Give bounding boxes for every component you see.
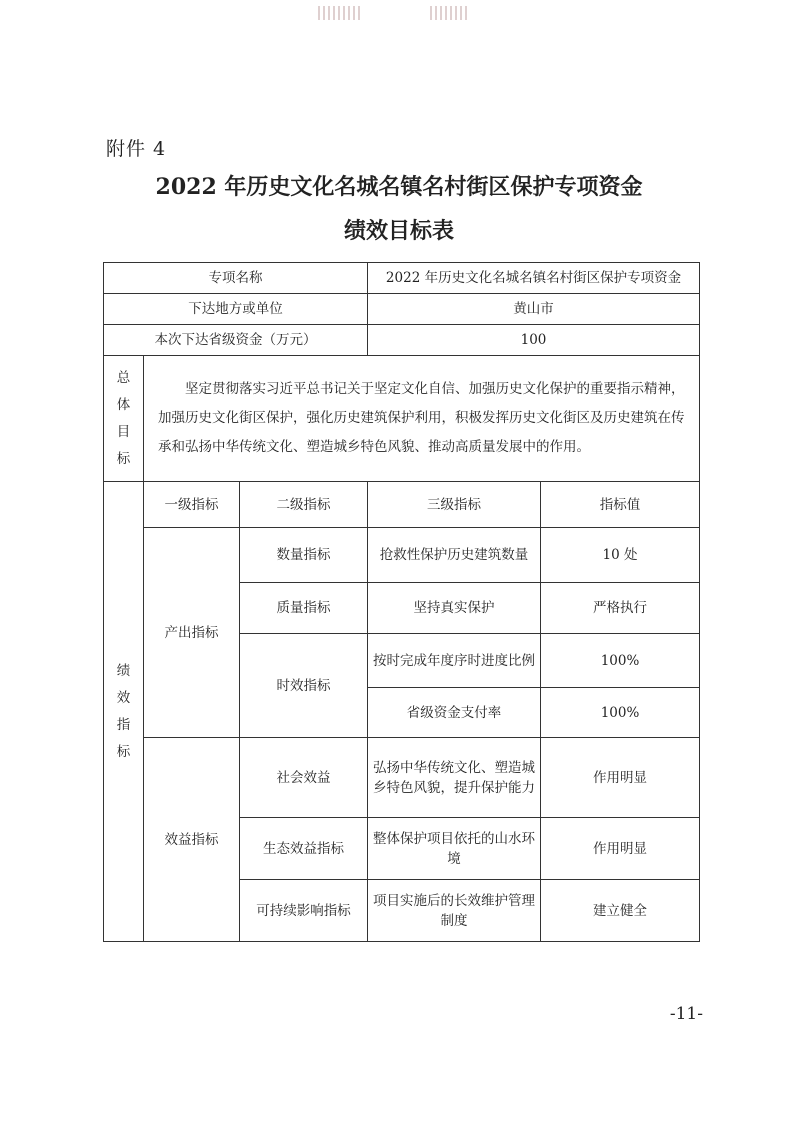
ecological-benefit-value: 作用明显 [541, 818, 700, 880]
sustainable-impact-indicator: 可持续影响指标 [240, 880, 368, 942]
social-benefit-level3: 弘扬中华传统文化、塑造城乡特色风貌，提升保护能力 [368, 738, 541, 818]
table-row [104, 263, 700, 294]
attachment-label: 附件 4 [106, 138, 167, 160]
timeliness-value: 100% [541, 634, 700, 688]
output-indicators: 产出指标 [144, 528, 240, 738]
recipient-label: 下达地方或单位 [104, 294, 368, 325]
payment-rate-level3: 省级资金支付率 [368, 688, 541, 738]
scan-stamp-mark [430, 6, 470, 20]
table-row [104, 356, 700, 482]
header-level3: 三级指标 [368, 482, 541, 528]
ecological-benefit-level3: 整体保护项目依托的山水环境 [368, 818, 541, 880]
header-level1: 一级指标 [144, 482, 240, 528]
timeliness-level3: 按时完成年度序时进度比例 [368, 634, 541, 688]
page-number: -11- [669, 1004, 703, 1024]
quantity-indicator: 数量指标 [240, 528, 368, 583]
table-row [104, 528, 700, 583]
table-row [104, 325, 700, 356]
funds-value: 100 [368, 325, 700, 356]
scan-stamp-mark [318, 6, 362, 20]
table-row [104, 294, 700, 325]
funds-label: 本次下达省级资金（万元） [104, 325, 368, 356]
recipient-value: 黄山市 [368, 294, 700, 325]
social-benefit-value: 作用明显 [541, 738, 700, 818]
table-row [104, 738, 700, 818]
quality-value: 严格执行 [541, 583, 700, 634]
social-benefit-indicator: 社会效益 [240, 738, 368, 818]
quality-indicator: 质量指标 [240, 583, 368, 634]
quantity-level3: 抢救性保护历史建筑数量 [368, 528, 541, 583]
overall-target-label: 总 体 目 标 [104, 356, 144, 482]
timeliness-indicator: 时效指标 [240, 634, 368, 738]
project-name-label: 专项名称 [104, 263, 368, 294]
quantity-value: 10 处 [541, 528, 700, 583]
payment-rate-value: 100% [541, 688, 700, 738]
header-level2: 二级指标 [240, 482, 368, 528]
header-value: 指标值 [541, 482, 700, 528]
ecological-benefit-indicator: 生态效益指标 [240, 818, 368, 880]
table-header-row [104, 482, 700, 528]
performance-target-table [103, 262, 700, 942]
document-title: 2022 年历史文化名城名镇名村街区保护专项资金 [155, 174, 643, 200]
sustainable-impact-value: 建立健全 [541, 880, 700, 942]
performance-indicators-label: 绩 效 指 标 [104, 482, 144, 942]
quality-level3: 坚持真实保护 [368, 583, 541, 634]
sustainable-impact-level3: 项目实施后的长效维护管理制度 [368, 880, 541, 942]
project-name-value: 2022 年历史文化名城名镇名村街区保护专项资金 [368, 263, 700, 294]
benefit-indicators: 效益指标 [144, 738, 240, 942]
overall-target-text: 坚定贯彻落实习近平总书记关于坚定文化自信、加强历史文化保护的重要指示精神，加强历史文化街区保护，强化历史建筑保护利用，积极发挥历史文化街区及历史建筑在传承和弘扬中华传统文化、塑造城乡特色风貌、推动高质量发展中的作用。 [144, 356, 700, 482]
document-subtitle: 绩效目标表 [343, 218, 454, 244]
